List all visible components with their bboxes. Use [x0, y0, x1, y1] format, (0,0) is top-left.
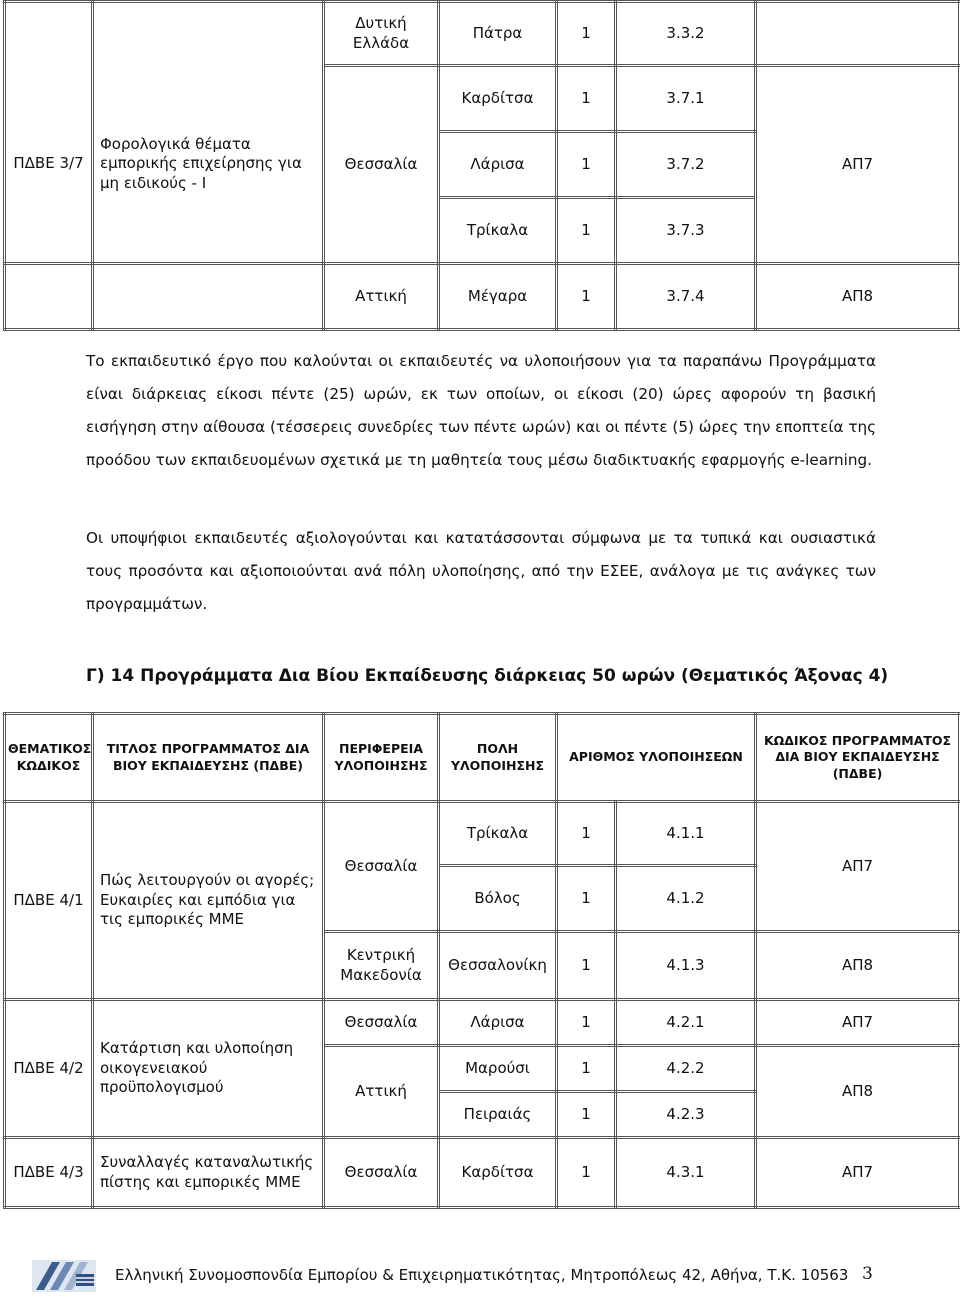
city-cell: Τρίκαλα: [439, 802, 557, 866]
program-code-cell: 4.3.1: [616, 1138, 756, 1208]
count-cell: 1: [557, 264, 616, 330]
region-cell: Θεσσαλία: [324, 802, 439, 932]
table-row: [5, 264, 960, 330]
program-title-cell: Φορολογικά θέματα εμπορικής επιχείρησης για μη ειδικούς - Ι: [93, 66, 324, 264]
axis-cell: ΑΠ8: [756, 1046, 960, 1138]
footer-address: Ελληνική Συνομοσπονδία Εμπορίου & Επιχειρηματικότητας, Μητροπόλεως 42, Αθήνα, Τ.Κ. 10563: [115, 1266, 849, 1284]
axis-cell: ΑΠ7: [756, 802, 960, 932]
paragraph-evaluation: Οι υποψήφιοι εκπαιδευτές αξιολογούνται και κατατάσσονται σύμφωνα με τα τυπικά και ουσιαστικά τους προσόντα και αξιοποιούνται ανά πόλη υλοποίησης, από την ΕΣΕΕ, ανάλογα με τις ανάγκες των προγραμμάτων.: [86, 529, 876, 613]
city-cell: Πάτρα: [439, 2, 557, 66]
count-cell: 1: [557, 198, 616, 264]
count-cell: 1: [557, 1000, 616, 1046]
count-cell: 1: [557, 802, 616, 866]
region-cell: Αττική: [324, 264, 439, 330]
program-code-cell: 3.7.1: [616, 66, 756, 132]
axis-cell: ΑΠ7: [756, 66, 960, 264]
page-number: 3: [862, 1264, 873, 1284]
axis-cell: ΑΠ8: [756, 932, 960, 1000]
city-cell: Μέγαρα: [439, 264, 557, 330]
city-cell: Λάρισα: [439, 132, 557, 198]
table-row: [5, 1138, 960, 1208]
city-cell: Βόλος: [439, 866, 557, 932]
program-code-cell: 4.2.1: [616, 1000, 756, 1046]
program-code-cell: 3.7.4: [616, 264, 756, 330]
program-title-cell: Συναλλαγές καταναλωτικής πίστης και εμπορικές ΜΜΕ: [93, 1138, 324, 1208]
program-title-cell: Κατάρτιση και υλοποίηση οικογενειακού προϋπολογισμού: [93, 1000, 324, 1138]
city-cell: Πειραιάς: [439, 1092, 557, 1138]
region-cell: Θεσσαλία: [324, 66, 439, 264]
count-cell: 1: [557, 1046, 616, 1092]
header-theme-code: ΘΕΜΑΤΙΚΟΣ ΚΩΔΙΚΟΣ: [5, 714, 93, 802]
program-title-cell: Πώς λειτουργούν οι αγορές; Ευκαιρίες και εμπόδια για τις εμπορικές ΜΜΕ: [93, 802, 324, 1000]
region-cell: Δυτική Ελλάδα: [324, 2, 439, 66]
count-cell: 1: [557, 1092, 616, 1138]
region-cell: Θεσσαλία: [324, 1000, 439, 1046]
program-code-cell: 4.1.3: [616, 932, 756, 1000]
program-code-cell: 3.7.2: [616, 132, 756, 198]
paragraph-training-hours: Το εκπαιδευτικό έργο που καλούνται οι εκπαιδευτές να υλοποιήσουν για τα παραπάνω Προγράμματα είναι διάρκειας είκοσι πέντε (25) ωρών, εκ των οποίων, οι είκοσι (20) ώρες αφορούν τη βασική εισήγηση στην αίθουσα (τέσσερεις συνεδρίες των πέντε ωρών) και οι πέντε (5) ώρες την εποπτεία της προόδου των εκπαιδευομένων σχετικά με τη μαθητεία τους μέσω διαδικτυακής εφαρμογής e-learning.: [86, 352, 876, 469]
axis-cell: ΑΠ7: [756, 1000, 960, 1046]
count-cell: 1: [557, 132, 616, 198]
count-cell: 1: [557, 866, 616, 932]
header-region: ΠΕΡΙΦΕΡΕΙΑ ΥΛΟΠΟΙΗΣΗΣ: [324, 714, 439, 802]
program-code-cell: 3.3.2: [616, 2, 756, 66]
theme-code-cell: ΠΔΒΕ 4/2: [5, 1000, 93, 1138]
table-header-row: [5, 714, 960, 802]
region-cell: Αττική: [324, 1046, 439, 1138]
count-cell: 1: [557, 2, 616, 66]
programs-table-continued: [3, 0, 960, 331]
region-cell: Κεντρική Μακεδονία: [324, 932, 439, 1000]
table-row: [5, 802, 960, 866]
city-cell: Λάρισα: [439, 1000, 557, 1046]
city-cell: Τρίκαλα: [439, 198, 557, 264]
theme-code-cell: ΠΔΒΕ 4/3: [5, 1138, 93, 1208]
city-cell: Καρδίτσα: [439, 66, 557, 132]
city-cell: Μαρούσι: [439, 1046, 557, 1092]
esee-logo-icon: [30, 1254, 102, 1296]
region-cell: Θεσσαλία: [324, 1138, 439, 1208]
page-footer: [30, 1254, 930, 1294]
header-count: ΑΡΙΘΜΟΣ ΥΛΟΠΟΙΗΣΕΩΝ: [557, 714, 756, 802]
header-city: ΠΟΛΗ ΥΛΟΠΟΙΗΣΗΣ: [439, 714, 557, 802]
city-cell: Θεσσαλονίκη: [439, 932, 557, 1000]
section-heading: Γ) 14 Προγράμματα Δια Βίου Εκπαίδευσης διάρκειας 50 ωρών (Θεματικός Άξονας 4): [86, 666, 889, 686]
city-cell: Καρδίτσα: [439, 1138, 557, 1208]
program-code-cell: 3.7.3: [616, 198, 756, 264]
count-cell: 1: [557, 1138, 616, 1208]
program-code-cell: 4.1.1: [616, 802, 756, 866]
header-program-code: ΚΩΔΙΚΟΣ ΠΡΟΓΡΑΜΜΑΤΟΣ ΔΙΑ ΒΙΟΥ ΕΚΠΑΙΔΕΥΣΗΣ (ΠΔΒΕ): [756, 714, 960, 802]
programs-table-axis4-body: [3, 800, 960, 1209]
count-cell: 1: [557, 66, 616, 132]
theme-code-cell: ΠΔΒΕ 3/7: [5, 66, 93, 264]
program-code-cell: 4.2.2: [616, 1046, 756, 1092]
program-code-cell: 4.2.3: [616, 1092, 756, 1138]
header-title: ΤΙΤΛΟΣ ΠΡΟΓΡΑΜΜΑΤΟΣ ΔΙΑ ΒΙΟΥ ΕΚΠΑΙΔΕΥΣΗΣ (ΠΔΒΕ): [93, 714, 324, 802]
table-row: [5, 2, 960, 66]
theme-code-cell: ΠΔΒΕ 4/1: [5, 802, 93, 1000]
table-row: [5, 1000, 960, 1046]
axis-cell: ΑΠ7: [756, 1138, 960, 1208]
count-cell: 1: [557, 932, 616, 1000]
table-row: [5, 66, 960, 132]
programs-table-axis4: [3, 712, 960, 803]
program-code-cell: 4.1.2: [616, 866, 756, 932]
axis-cell: ΑΠ8: [756, 264, 960, 330]
